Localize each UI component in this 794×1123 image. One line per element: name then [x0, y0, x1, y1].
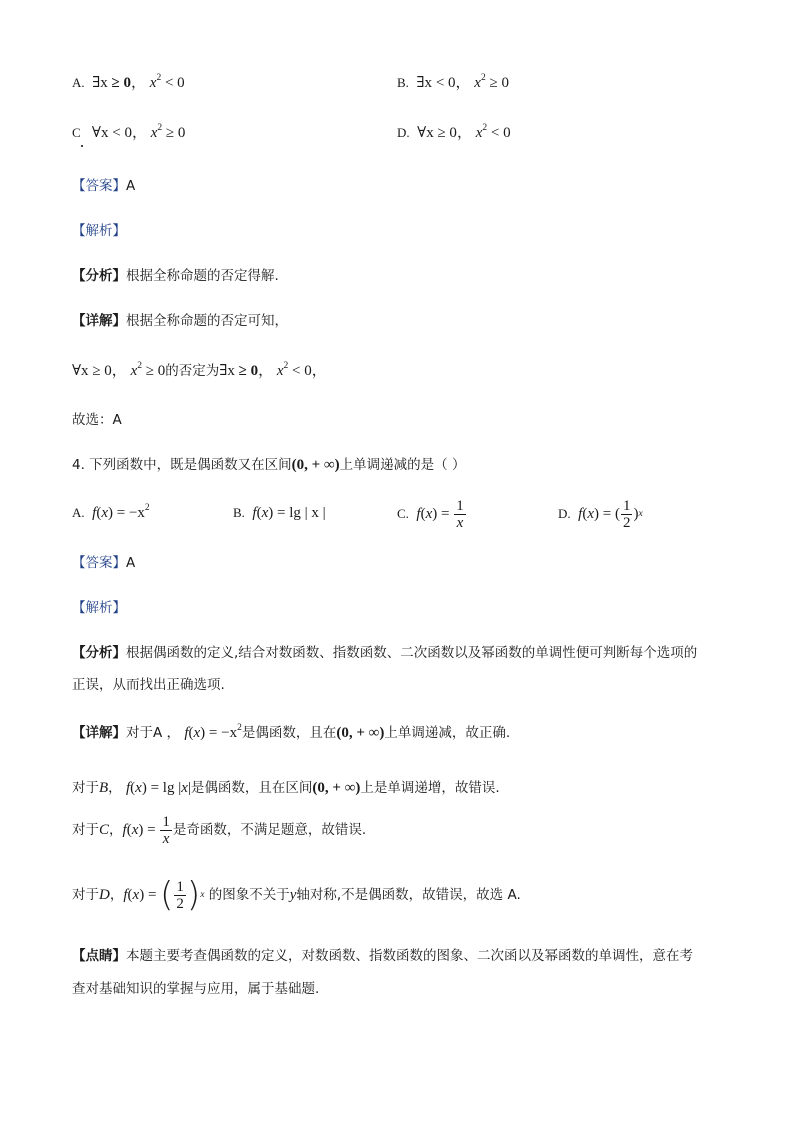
- separator: ，: [311, 363, 327, 379]
- expression: ≥ 0: [165, 125, 186, 141]
- big-paren: (: [160, 875, 174, 915]
- option-letter: D.: [558, 506, 571, 521]
- expression: = −x: [208, 725, 238, 741]
- q4-xiangjie-a: [72, 723, 510, 743]
- q3-analysis-tag: [72, 221, 126, 241]
- subject-text: 对于: [72, 822, 99, 838]
- answer-value: A: [126, 178, 136, 194]
- q4-analysis-tag: [72, 598, 126, 618]
- option-letter: A.: [72, 505, 85, 520]
- xiangjie-text: 根据全称命题的否定可知，: [126, 313, 288, 329]
- q4-option-c: [397, 494, 467, 534]
- answer-value: A: [126, 555, 136, 571]
- q4-dianjing-line-2: [72, 979, 319, 999]
- stem-text: 上单调递减的是（ ）: [339, 457, 466, 473]
- expression: = lg | x |: [277, 505, 326, 521]
- func-f: f: [125, 780, 131, 796]
- condition: < 0: [435, 75, 456, 91]
- xiangjie-tag: 【详解】: [72, 313, 126, 329]
- abs-bar: |: [178, 780, 182, 796]
- var-x: x: [132, 887, 140, 903]
- option-letter: C: [72, 125, 81, 140]
- option-letter: C.: [397, 506, 409, 521]
- choice-text: 故选：A: [72, 412, 122, 428]
- var-x: x: [587, 506, 594, 522]
- paren: ): [138, 822, 144, 838]
- analysis-tag: 【解析】: [72, 223, 126, 239]
- big-paren: ): [186, 875, 201, 915]
- func-f: f: [252, 505, 257, 521]
- q4-xiangjie-c: [72, 810, 366, 850]
- option-letter: B.: [233, 505, 245, 520]
- fenxi-text: 根据全称命题的否定得解.: [126, 268, 279, 284]
- explain-text: 的图象不关于: [208, 887, 290, 903]
- subject-text: 对于: [72, 887, 99, 903]
- stem-text: 4. 下列函数中，既是偶函数又在区间: [72, 457, 292, 473]
- var-x: x: [474, 75, 481, 91]
- paren: (: [582, 506, 588, 522]
- expression: =: [147, 822, 156, 838]
- numerator: 1: [176, 878, 184, 895]
- q4-stem: [72, 455, 465, 475]
- q3-fenxi: [72, 266, 279, 286]
- separator: ，: [111, 363, 127, 379]
- var-x: x: [181, 780, 188, 796]
- paren: (: [256, 505, 262, 521]
- quantifier: ∃x: [416, 75, 433, 91]
- paren: (: [130, 780, 136, 796]
- q3-negation-line: [72, 361, 327, 381]
- stray-dot: [81, 145, 83, 147]
- func-f: f: [92, 505, 97, 521]
- numerator: 1: [622, 497, 631, 514]
- fenxi-text: 正误，从而找出正确选项.: [72, 677, 225, 693]
- var-y: y: [289, 887, 297, 903]
- abs-bar: |: [187, 780, 191, 796]
- dianjing-tag: 【点睛】: [72, 948, 126, 964]
- option-b: [397, 73, 509, 93]
- q4-dianjing-line-1: [72, 946, 693, 966]
- denominator: x: [162, 830, 170, 847]
- exponent: 2: [482, 123, 488, 133]
- exponent: 2: [144, 503, 150, 513]
- quantifier: ∃x: [219, 363, 235, 379]
- paren: ): [107, 505, 113, 521]
- dianjing-text: 查对基础知识的掌握与应用，属于基础题.: [72, 981, 320, 997]
- condition: ≥ 0: [92, 363, 112, 379]
- option-ref: C: [99, 822, 110, 838]
- func-f: f: [578, 506, 583, 522]
- explain-text: 是偶函数，且在: [241, 725, 337, 741]
- quantifier: ∀x: [72, 363, 89, 379]
- expression: = (: [602, 506, 620, 522]
- expression: < 0: [292, 363, 312, 379]
- quantifier: ∀x: [91, 125, 109, 141]
- var-x: x: [101, 505, 108, 521]
- condition: ≥ 0: [111, 75, 132, 91]
- option-letter: D.: [397, 125, 410, 140]
- exponent: 2: [237, 723, 242, 733]
- fenxi-text: 根据偶函数的定义,结合对数函数、指数函数、二次函数以及幂函数的单调性便可判断每个选项的: [126, 645, 698, 661]
- paren: ): [268, 505, 274, 521]
- denominator: 2: [176, 895, 184, 912]
- fraction: [621, 498, 633, 531]
- q4-xiangjie-d: 对于 D ， f(x) = ( $\frac{1}{2}$ ) x 的图象不关于 y 轴对称,不是偶函数，故错误，故选 A.: [72, 875, 521, 915]
- q3-xiangjie: [72, 311, 288, 331]
- paren: (: [96, 505, 102, 521]
- var-x: x: [261, 505, 269, 521]
- fenxi-tag: 【分析】: [72, 645, 126, 661]
- q4-option-d: D. f ( x ) = ( $\frac{1}{2}$ ) x: [558, 497, 643, 531]
- interval: (0, + ∞): [291, 457, 340, 473]
- separator: ，: [109, 887, 124, 903]
- explain-text: 是偶函数，且在区间: [190, 780, 313, 796]
- var-x: x: [131, 822, 139, 838]
- explain-text: 轴对称,不是偶函数，故错误，故选 A.: [296, 887, 521, 903]
- denominator: x: [456, 514, 464, 531]
- separator: ，: [131, 125, 147, 141]
- exponent: 2: [480, 73, 486, 83]
- var-x: x: [135, 780, 142, 796]
- subject-text: 对于A ，: [126, 725, 181, 741]
- q4-xiangjie-b: [72, 778, 500, 798]
- paren: (: [127, 887, 133, 903]
- option-letter: B.: [397, 75, 409, 90]
- exponent: 2: [156, 73, 162, 83]
- paren: (: [126, 822, 132, 838]
- q4-answer: [72, 553, 135, 573]
- fraction: [160, 814, 172, 847]
- expression: = −x: [116, 505, 145, 521]
- condition: < 0: [112, 125, 132, 141]
- var-x: x: [130, 363, 138, 379]
- fraction: [174, 879, 186, 912]
- var-x: x: [150, 125, 158, 141]
- negation-text: 的否定为: [165, 363, 220, 379]
- paren: ): [593, 506, 599, 522]
- interval: (0, + ∞): [312, 780, 361, 796]
- paren: ): [141, 780, 147, 796]
- answer-tag: 【答案】: [72, 178, 126, 194]
- dianjing-text: 本题主要考查偶函数的定义，对数函数、指数函数的图象、二次函以及幂函数的单调性，意在考: [126, 948, 693, 964]
- expression: < 0: [164, 75, 185, 91]
- condition: ≥ 0: [437, 125, 457, 141]
- paren: (: [188, 725, 194, 741]
- expression: < 0: [490, 125, 511, 141]
- separator: ，: [109, 822, 123, 838]
- answer-tag: 【答案】: [72, 555, 126, 571]
- fraction: [454, 498, 466, 531]
- separator: ，: [108, 780, 122, 796]
- separator: ，: [258, 363, 274, 379]
- expression: = lg: [150, 780, 175, 796]
- condition: ≥ 0: [238, 363, 259, 379]
- quantifier: ∀x: [417, 125, 434, 141]
- var-x: x: [193, 725, 201, 741]
- explain-text: 上是单调递增，故错误.: [360, 780, 500, 796]
- paren: ): [633, 506, 639, 522]
- explain-text: 上单调递减，故正确.: [384, 725, 511, 741]
- numerator: 1: [162, 813, 170, 830]
- subject-text: 对于: [72, 780, 99, 796]
- denominator: 2: [622, 514, 631, 531]
- q4-option-b: [233, 503, 326, 523]
- q3-answer: [72, 176, 135, 196]
- func-f: f: [416, 506, 421, 522]
- expression: ≥ 0: [489, 75, 509, 91]
- var-x: x: [425, 506, 433, 522]
- expression: =: [147, 887, 157, 903]
- q4-fenxi-line-2: [72, 675, 225, 695]
- var-x: x: [149, 75, 157, 91]
- option-ref: D: [99, 887, 110, 903]
- paren: ): [432, 506, 438, 522]
- option-c: [72, 123, 185, 143]
- q4-fenxi-line-1: [72, 643, 697, 663]
- option-a: [72, 73, 185, 93]
- option-letter: A.: [72, 75, 85, 90]
- expression: ≥ 0: [145, 363, 166, 379]
- exponent: 2: [283, 361, 289, 371]
- exponent: 2: [137, 361, 142, 371]
- paren: ): [139, 887, 145, 903]
- separator: ，: [131, 75, 147, 91]
- option-ref: B: [99, 780, 109, 796]
- separator: ，: [456, 125, 472, 141]
- fenxi-tag: 【分析】: [72, 268, 126, 284]
- func-f: f: [184, 725, 189, 741]
- func-f: f: [122, 822, 127, 838]
- option-d: [397, 123, 511, 143]
- q4-option-a: [72, 503, 150, 523]
- explain-text: 是奇函数，不满足题意，故错误.: [172, 822, 367, 838]
- func-f: f: [123, 887, 128, 903]
- q3-choice: [72, 410, 122, 430]
- interval: (0, + ∞): [336, 725, 385, 741]
- expression: =: [441, 506, 450, 522]
- xiangjie-tag: 【详解】: [72, 725, 126, 741]
- var-x: x: [475, 125, 483, 141]
- analysis-tag: 【解析】: [72, 600, 126, 616]
- numerator: 1: [456, 497, 464, 514]
- exponent: 2: [157, 123, 163, 133]
- quantifier: ∃x: [92, 75, 108, 91]
- separator: ，: [455, 75, 471, 91]
- paren: (: [420, 506, 426, 522]
- paren: ): [200, 725, 206, 741]
- var-x: x: [276, 363, 284, 379]
